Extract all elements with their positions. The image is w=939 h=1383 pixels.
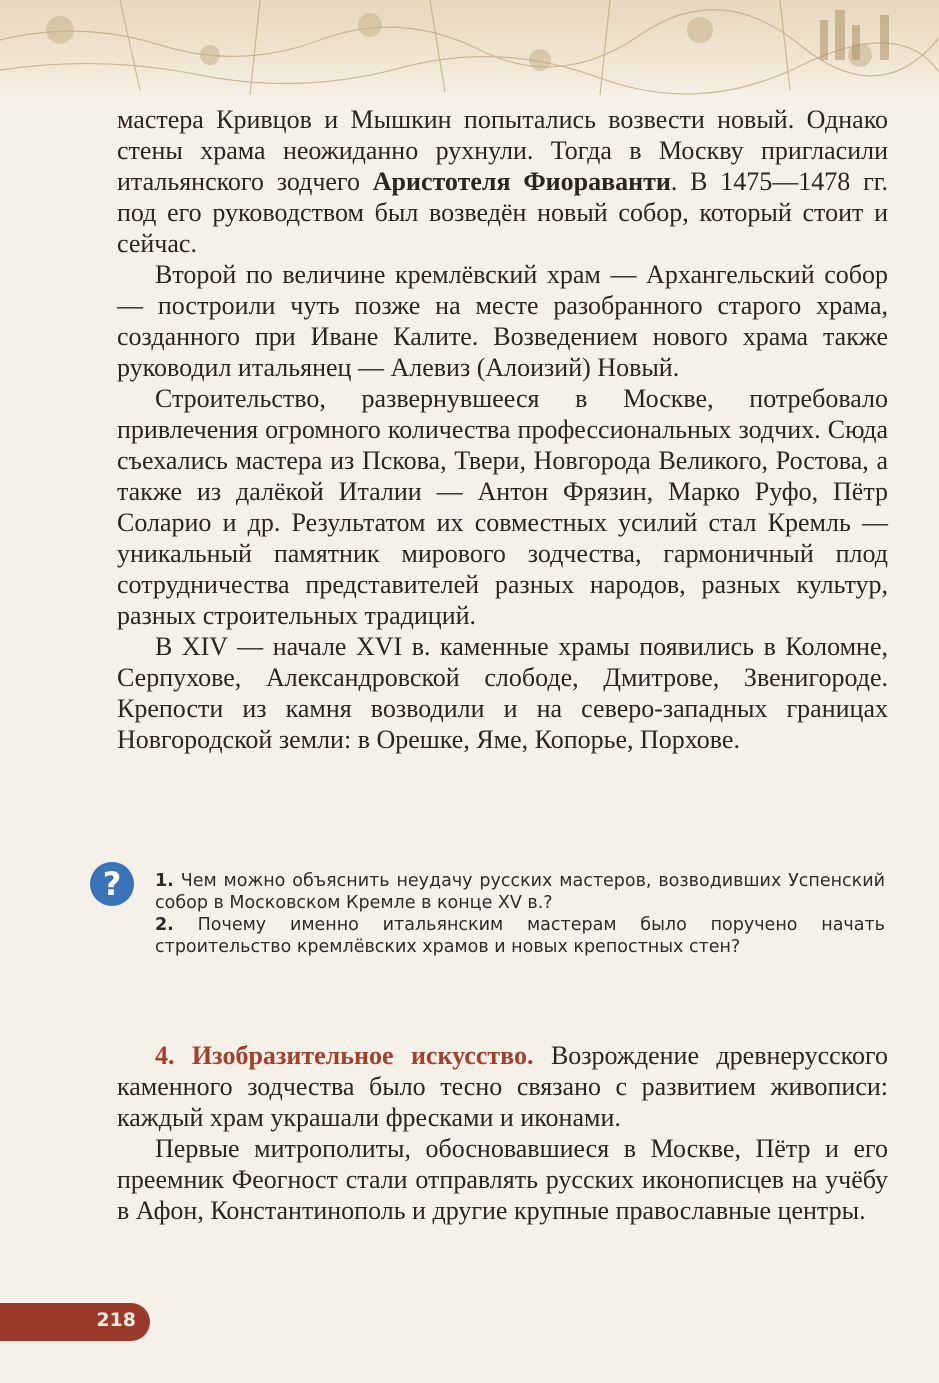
body-paragraph xyxy=(117,104,888,259)
term-highlight: Аристотеля Фиораванти xyxy=(372,167,671,196)
body-paragraph xyxy=(117,631,888,755)
section-paragraph: Первые митрополиты, обосновавшиеся в Москве, Пётр и его преемник Феогност стали отправлять русских иконописцев на учёбу в Афон, Константинополь и другие крупные православные центры. xyxy=(117,1134,888,1225)
question-number: 2. xyxy=(155,915,174,935)
map-illustration xyxy=(0,0,939,100)
section-art xyxy=(117,1040,888,1226)
section-intro-paragraph xyxy=(117,1040,888,1133)
question-text: Чем можно объяснить неудачу русских мастеров, возводивших Успенский собор в Московском Кремле в конце XV в.? xyxy=(155,871,885,913)
paragraph-text: В XIV — начале XVI в. каменные храмы появились в Коломне, Серпухове, Александровской слободе, Дмитрове, Звенигороде. Крепости из камня возводили и на северо-западных границах Новгородской земли: в Орешке, Яме, Копорье, Порхове. xyxy=(117,632,888,754)
section-heading: 4. Изобразительное искусство. xyxy=(155,1041,534,1070)
header-decoration xyxy=(0,0,939,100)
section-intro-text: Возрождение древнерусского каменного зодчества было тесно связано с развитием живописи: каждый храм украшали фресками и иконами. xyxy=(117,1041,889,1132)
question-text: Почему именно итальянским мастерам было поручено начать строительство кремлёвских храмов и новых крепостных стен? xyxy=(155,915,885,957)
question-icon: ? xyxy=(90,862,134,906)
paragraph-text: мастера Кривцов и Мышкин попытались возвести новый. Однако стены храма неожиданно рухнули. Тогда в Москву пригласили итальянского зодчего xyxy=(117,105,888,196)
body-text xyxy=(117,104,888,755)
paragraph-text: Второй по величине кремлёвский храм — Архангельский собор — построили чуть позже на месте разобранного старого храма, созданного при Иване Калите. Возведением нового храма также руководил итальянец — Алевиз (Алоизий) Новый. xyxy=(117,260,888,382)
paragraph-text: . В 1475—1478 гг. под его руководством был возведён новый собор, который стоит и сейчас. xyxy=(117,167,888,258)
question-item xyxy=(155,914,885,958)
question-item xyxy=(155,870,885,914)
body-paragraph xyxy=(117,383,888,631)
page-number-tab xyxy=(0,1303,150,1341)
paragraph-text: Строительство, развернувшееся в Москве, потребовало привлечения огромного количества профессиональных зодчих. Сюда съехались мастера из Пскова, Твери, Новгорода Великого, Ростова, а также из далёкой Италии — Антон Фрязин, Марко Руфо, Пётр Соларио и др. Результатом их совместных усилий стал Кремль — уникальный памятник мирового зодчества, гармоничный плод сотрудничества представителей разных народов, разных культур, разных строительных традиций. xyxy=(117,384,888,630)
body-paragraph xyxy=(117,259,888,383)
question-list xyxy=(155,870,885,958)
page-number: 218 xyxy=(96,1309,136,1331)
question-number: 1. xyxy=(155,871,174,891)
